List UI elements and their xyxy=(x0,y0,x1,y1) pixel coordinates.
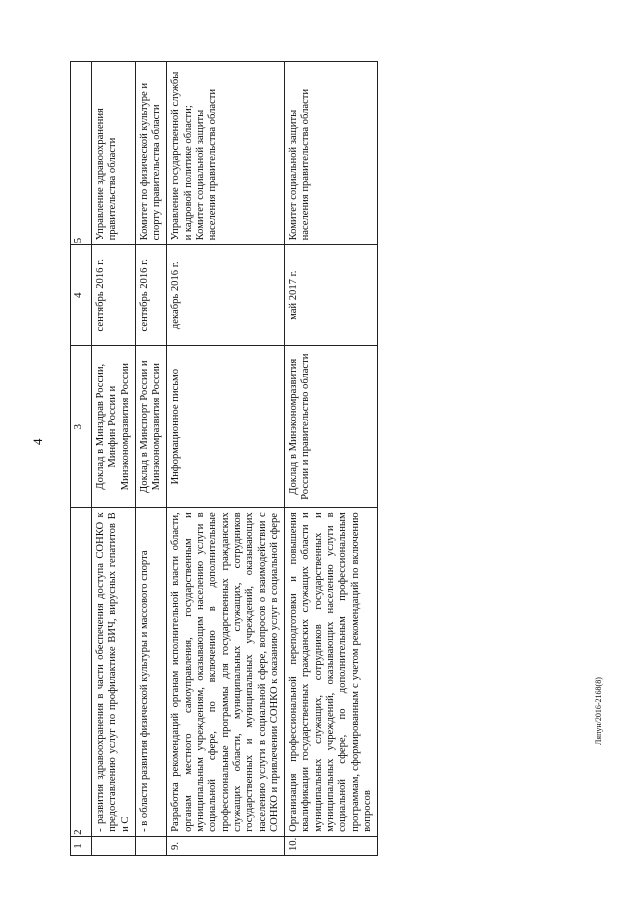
measure-text: Разработка рекомендаций органам исполнительной власти области, органам местного самоуправления, государственным и муниципальным учреждениям, оказывающим населению услуги в социальной сфере, по включению в дополнительные профессиональные программы для государственных гражданских служащих области, муниципальных служащих, сотрудников государственных и муниципальных учреждений, оказывающих населению услуги в социальной сфере, вопросов о взаимодействии с СОНКО и привлечении СОНКО к оказанию услуг в социальной сфере xyxy=(167,508,285,837)
measure-text: - развития здравоохранения в части обеспечения доступа СОНКО к предоставлению услуг по профилактике ВИЧ, вирусных гепатитов В и С xyxy=(92,508,136,837)
header-col-1: 1 xyxy=(71,836,92,855)
table-row xyxy=(167,62,285,856)
header-col-2: 2 xyxy=(71,508,92,837)
measure-text: Организация профессиональной переподготовки и повышения квалификации государственных гражданских служащих области и муниципальных служащих, сотрудников государственных и муниципальных учреждений, оказывающих населению услуги в социальной сфере, по дополнительным профессиональным программам, сформированным с учетом рекомендаций по включению вопросов xyxy=(285,508,378,837)
responsible: Управление государственной службы и кадровой политике области; Комитет социальной защиты населения правительства области xyxy=(167,62,285,245)
header-col-5: 5 xyxy=(71,62,92,245)
row-number: 9. xyxy=(167,836,285,855)
responsible: Комитет социальной защиты населения правительства области xyxy=(285,62,378,245)
deadline: сентябрь 2016 г. xyxy=(92,245,136,346)
completion-form: Доклад в Минздрав России, Минфин России и Минэкономразвития России xyxy=(92,346,136,508)
deadline: май 2017 г. xyxy=(285,245,378,346)
responsible: Комитет по физической культуре и спорту правительства области xyxy=(135,62,167,245)
completion-form: Информационное письмо xyxy=(167,346,285,508)
page-number: 4 xyxy=(30,438,45,445)
responsible: Управление здравоохранения правительства области xyxy=(92,62,136,245)
table-row xyxy=(92,62,136,856)
header-col-3: 3 xyxy=(71,346,92,508)
table-row xyxy=(285,62,378,856)
deadline: декабрь 2016 г. xyxy=(167,245,285,346)
table-header-row xyxy=(71,62,92,856)
measures-table xyxy=(70,61,378,856)
document-code: Ляпун/2016-2168(8) xyxy=(594,677,603,745)
completion-form: Доклад в Минэкономразвития России и правительство области xyxy=(285,346,378,508)
measure-text: - в области развития физической культуры и массового спорта xyxy=(135,508,167,837)
header-col-4: 4 xyxy=(71,245,92,346)
row-number xyxy=(92,836,136,855)
rotated-page-content xyxy=(70,61,597,856)
deadline: сентябрь 2016 г. xyxy=(135,245,167,346)
table-row xyxy=(135,62,167,856)
completion-form: Доклад в Минспорт России и Минэкономразвития России xyxy=(135,346,167,508)
row-number: 10. xyxy=(285,836,378,855)
row-number xyxy=(135,836,167,855)
